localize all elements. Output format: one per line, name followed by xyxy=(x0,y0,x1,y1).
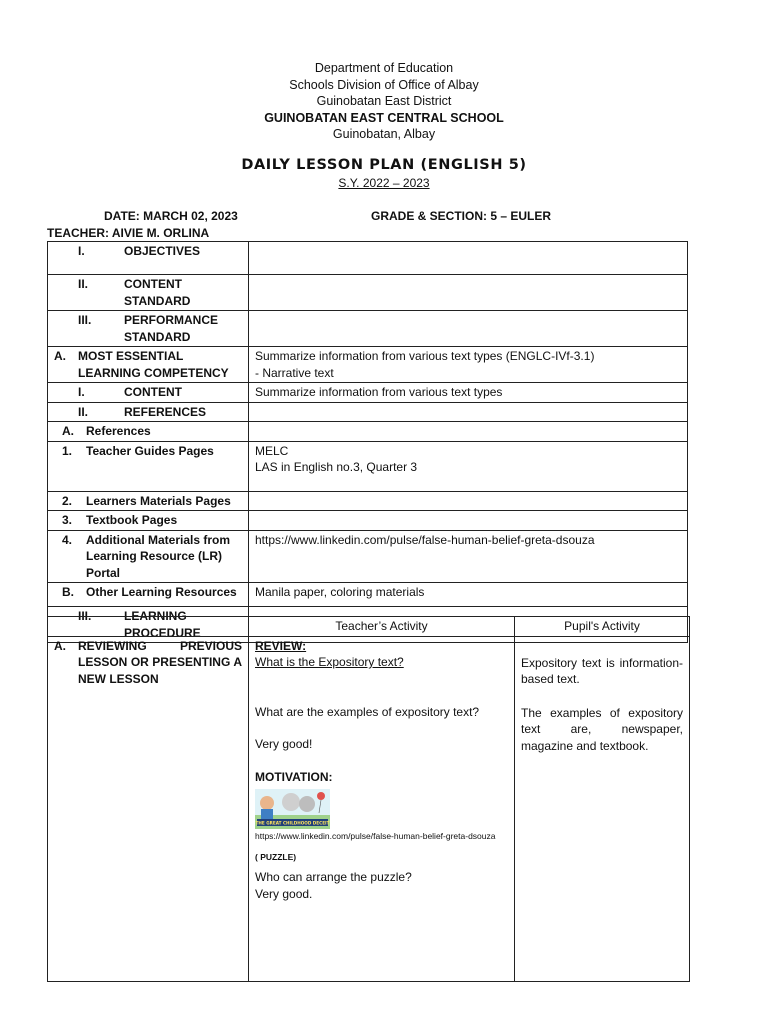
content-value: Summarize information from various text types xyxy=(249,383,688,403)
table-row xyxy=(48,422,688,442)
performance-standard-value xyxy=(249,311,688,347)
table-row xyxy=(48,242,688,275)
puzzle-image xyxy=(255,789,330,829)
content-standard-label-1: CONTENT xyxy=(124,277,182,291)
review-heading: REVIEW: xyxy=(255,638,307,653)
table-row xyxy=(48,441,688,491)
tb-num: 3. xyxy=(62,513,73,527)
table-row xyxy=(48,530,688,583)
activity-header-blank xyxy=(48,617,249,637)
praise-text: Very good! xyxy=(255,737,313,751)
puzzle-question: Who can arrange the puzzle? xyxy=(255,870,412,884)
table-row xyxy=(48,402,688,422)
header-block xyxy=(0,60,768,143)
school-name: GUINOBATAN EAST CENTRAL SCHOOL xyxy=(264,110,504,125)
objectives-num: I. xyxy=(78,244,85,258)
activity-table xyxy=(47,616,690,982)
lp-num: III. xyxy=(78,609,92,623)
performance-standard-label-1: PERFORMANCE xyxy=(124,313,219,327)
table-row xyxy=(48,311,688,347)
review-question-1: What is the Expository text? xyxy=(255,655,404,669)
melc-label-2: LEARNING COMPETENCY xyxy=(78,365,229,380)
praise-text-2: Very good. xyxy=(255,886,313,901)
textbook-pages-value xyxy=(249,511,688,531)
content-cell xyxy=(48,383,249,403)
tb-label: Textbook Pages xyxy=(86,513,178,527)
lp-label-1: LEARNING xyxy=(124,609,187,623)
table-row xyxy=(48,491,688,511)
lm-label: Learners Materials Pages xyxy=(86,493,231,508)
school-location: Guinobatan, Albay xyxy=(332,127,436,141)
table-row xyxy=(48,583,688,607)
am-label: Additional Materials from Learning Resource (LR) Portal xyxy=(86,532,231,580)
puzzle-label: ( PUZZLE) xyxy=(255,852,297,862)
table-row xyxy=(48,275,688,311)
dept-line: Department of Education xyxy=(314,61,454,75)
am-num: 4. xyxy=(62,532,73,547)
lp-label-2: PROCEDURE xyxy=(124,625,201,640)
date-label: DATE: MARCH 02, 2023 xyxy=(104,209,238,223)
references-cell xyxy=(48,402,249,422)
melc-value xyxy=(249,347,688,383)
ref-a-value xyxy=(249,422,688,442)
melc-label-1: MOST ESSENTIAL xyxy=(78,349,184,363)
tg-num: 1. xyxy=(62,443,73,458)
teacher-activity-header: Teacher’s Activity xyxy=(249,617,515,637)
tg-label: Teacher Guides Pages xyxy=(86,443,214,458)
reviewing-num: A. xyxy=(54,638,66,653)
performance-standard-label-2: STANDARD xyxy=(124,329,191,344)
lm-num: 2. xyxy=(62,493,73,508)
lesson-plan-table xyxy=(47,241,688,643)
additional-materials-cell xyxy=(48,530,249,583)
content-standard-num: II. xyxy=(78,277,89,291)
additional-materials-value: https://www.linkedin.com/pulse/false-human-belief-greta-dsouza xyxy=(249,530,688,583)
content-num: I. xyxy=(78,385,85,399)
ref-a-label: References xyxy=(86,424,151,438)
table-row xyxy=(48,636,690,981)
teacher-activity-cell xyxy=(249,636,515,981)
reviewing-lesson-cell xyxy=(48,636,249,981)
melc-value-line-2: - Narrative text xyxy=(255,365,334,380)
textbook-pages-cell xyxy=(48,511,249,531)
olr-num: B. xyxy=(62,585,74,599)
content-standard-label-2: STANDARD xyxy=(124,293,191,308)
learners-materials-value xyxy=(249,491,688,511)
references-num: II. xyxy=(78,404,89,419)
objectives-label: OBJECTIVES xyxy=(124,244,201,258)
pupil-activity-cell xyxy=(515,636,690,981)
melc-value-line-1: Summarize information from various text types (ENGLC-IVf-3.1) xyxy=(255,349,595,363)
olr-label: Other Learning Resources xyxy=(86,585,237,599)
division-line: Schools Division of Office of Albay xyxy=(289,77,479,92)
ref-a-cell xyxy=(48,422,249,442)
references-value xyxy=(249,402,688,422)
other-resources-cell xyxy=(48,583,249,607)
teacher-guides-cell xyxy=(48,441,249,491)
pupil-answer-2: The examples of expository text are, newspaper, magazine and textbook. xyxy=(521,705,683,753)
district-line: Guinobatan East District xyxy=(316,94,452,108)
ref-a-num: A. xyxy=(62,424,74,438)
table-row xyxy=(48,383,688,403)
school-year: S.Y. 2022 – 2023 xyxy=(338,176,430,190)
reviewing-label: REVIEWING PREVIOUS LESSON OR PRESENTING A NEW LESSON xyxy=(78,638,242,686)
table-row xyxy=(48,511,688,531)
melc-num: A. xyxy=(54,349,66,363)
grade-section-label: GRADE & SECTION: 5 – EULER xyxy=(371,209,552,223)
performance-standard-cell xyxy=(48,311,249,347)
page-title: DAILY LESSON PLAN (ENGLISH 5) xyxy=(241,157,527,173)
image-caption: THE GREAT CHILDHOOD DECEIT xyxy=(255,820,330,826)
content-label: CONTENT xyxy=(124,385,182,399)
tg-value-line-1: MELC xyxy=(255,443,289,458)
references-label: REFERENCES xyxy=(124,404,207,419)
tg-value-line-2: LAS in English no.3, Quarter 3 xyxy=(255,460,418,474)
image-source-link[interactable]: https://www.linkedin.com/pulse/false-human-belief-greta-dsouza xyxy=(255,831,496,841)
teacher-guides-value xyxy=(249,441,688,491)
melc-cell xyxy=(48,347,249,383)
content-standard-value xyxy=(249,275,688,311)
learners-materials-cell xyxy=(48,491,249,511)
teacher-label: TEACHER: AIVIE M. ORLINA xyxy=(47,226,210,240)
motivation-heading: MOTIVATION: xyxy=(255,769,333,784)
content-standard-cell xyxy=(48,275,249,311)
objectives-value xyxy=(249,242,688,275)
pupil-answer-1: Expository text is information-based text. xyxy=(521,655,683,686)
review-question-2: What are the examples of expository text? xyxy=(255,704,480,719)
table-row xyxy=(48,347,688,383)
other-resources-value: Manila paper, coloring materials xyxy=(249,583,688,607)
pupil-activity-header: Pupil's Activity xyxy=(515,617,690,637)
objectives-cell xyxy=(48,242,249,275)
performance-standard-num: III. xyxy=(78,313,92,327)
table-row xyxy=(48,617,690,637)
